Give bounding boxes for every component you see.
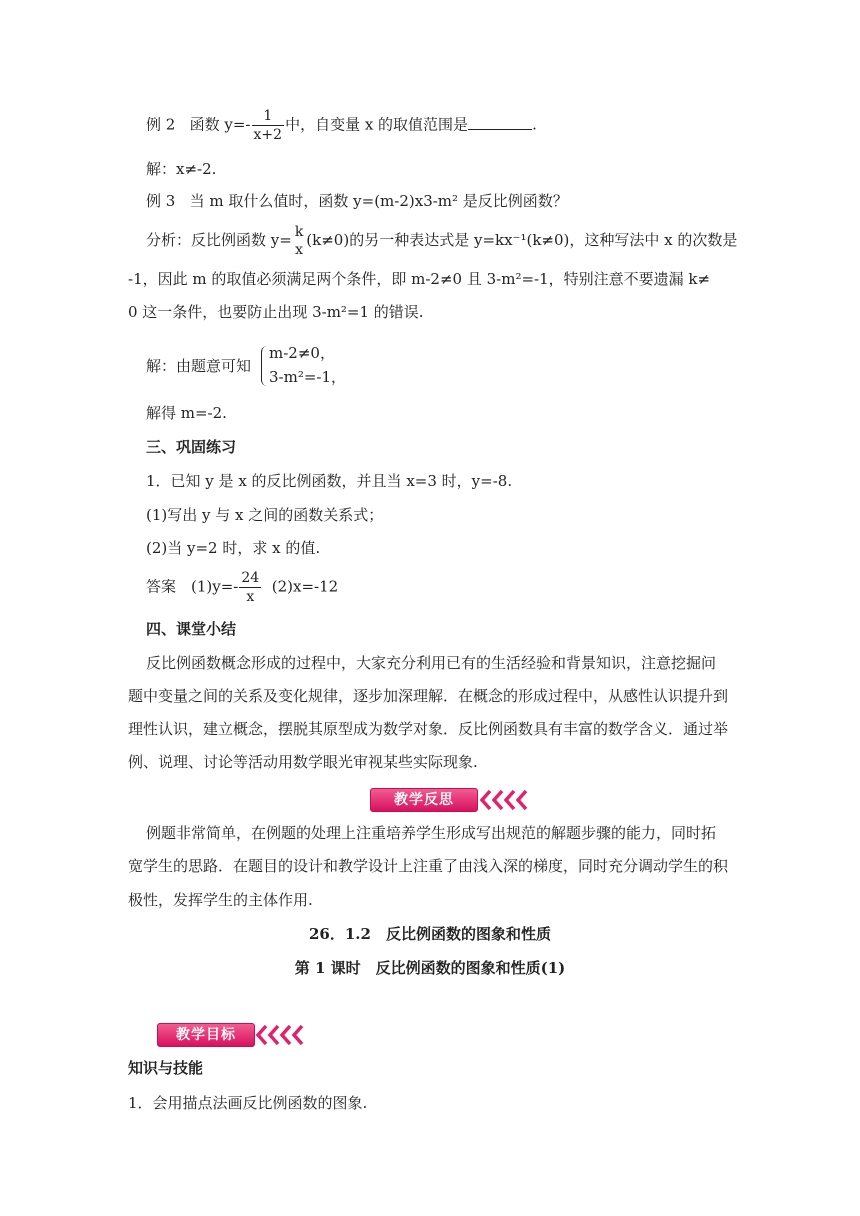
- fraction-numerator: 1: [252, 108, 285, 126]
- chevrons-icon: [254, 1023, 304, 1047]
- example-3-text: 当 m 取什么值时，函数 y=(m-2)x3-m² 是反比例函数？: [189, 192, 568, 210]
- fraction-denominator: x: [246, 589, 255, 606]
- analysis-line-3: 0 这一条件，也要防止出现 3-m²=1 的错误.: [128, 303, 424, 321]
- objectives-banner: 教学目标: [157, 1023, 255, 1047]
- fraction-denominator: x: [295, 242, 303, 259]
- analysis-text-a: 分析：反比例函数 y=: [146, 231, 292, 250]
- reflection-line-1: 例题非常简单，在例题的处理上注重培养学生形成写出规范的解题步骤的能力，同时拓: [146, 824, 717, 842]
- solution-3-label: 解：由题意可知: [146, 357, 252, 375]
- objectives-subhead: 知识与技能: [128, 1059, 204, 1077]
- summary-line-3: 理性认识，建立概念，摆脱其原型成为数学对象．反比例函数具有丰富的数学含义．通过举: [128, 720, 729, 738]
- example-2-fraction: [252, 108, 285, 143]
- exercise-answer: [146, 570, 338, 605]
- exercise-1: 1．已知 y 是 x 的反比例函数，并且当 x=3 时，y=-8.: [146, 472, 513, 490]
- analysis-line-1: [146, 224, 737, 258]
- objective-item-1: 1．会用描点法画反比例函数的图象.: [128, 1094, 368, 1112]
- reflection-banner: 教学反思: [370, 788, 478, 812]
- example-2-label: 例 2: [146, 115, 176, 134]
- exercise-1-part-2: (2)当 y=2 时，求 x 的值.: [146, 539, 321, 557]
- example-3-label: 例 3: [146, 192, 176, 210]
- example-3: [146, 194, 568, 209]
- chevrons-icon: [478, 788, 528, 812]
- solution-3-result: 解得 m=-2.: [146, 404, 227, 422]
- equation-1: m-2≠0，: [269, 344, 335, 362]
- reflection-line-2: 宽学生的思路．在题目的设计和教学设计上注重了由浅入深的梯度，同时充分调动学生的积: [128, 857, 729, 875]
- example-2-text-a: 函数 y=-: [189, 115, 251, 134]
- summary-line-4: 例、说理、讨论等活动用数学眼光审视某些实际现象.: [128, 753, 478, 771]
- lesson-title: 第 1 课时 反比例函数的图象和性质(1): [294, 959, 566, 977]
- solution-2: 解：x≠-2.: [146, 160, 217, 178]
- example-2-text-b: 中，自变量 x 的取值范围是: [285, 115, 469, 134]
- fraction-numerator: 24: [239, 570, 261, 588]
- chapter-title: 26．1.2 反比例函数的图象和性质: [309, 925, 551, 943]
- fraction-numerator: k: [294, 224, 304, 240]
- summary-line-1: 反比例函数概念形成的过程中，大家充分利用已有的生活经验和背景知识，注意挖掘问: [146, 654, 717, 672]
- summary-line-2: 题中变量之间的关系及变化规律，逐步加深理解．在概念的形成过程中，从感性认识提升到: [128, 687, 729, 705]
- example-2: [146, 108, 537, 143]
- exercise-1-part-1: (1)写出 y 与 x 之间的函数关系式；: [146, 506, 384, 524]
- section-4-title: 四、课堂小结: [146, 620, 237, 638]
- equation-2: 3-m²=-1，: [269, 368, 347, 386]
- answer-text-a: 答案 (1)y=-: [146, 577, 239, 596]
- analysis-line-2: -1，因此 m 的取值必须满足两个条件，即 m-2≠0 且 3-m²=-1，特别注意不要遗漏 k≠: [128, 270, 711, 288]
- example-2-text-c: .: [532, 115, 537, 134]
- analysis-text-b: (k≠0)的另一种表达式是 y=kx⁻¹(k≠0)，这种写法中 x 的次数是: [306, 231, 738, 250]
- reflection-line-3: 极性，发挥学生的主体作用.: [128, 891, 313, 909]
- section-3-title: 三、巩固练习: [146, 438, 237, 456]
- fraction-denominator: x+2: [253, 127, 283, 144]
- analysis-fraction: [293, 224, 305, 258]
- answer-text-b: (2)x=-12: [271, 577, 339, 596]
- answer-blank: [468, 115, 532, 130]
- answer-fraction: [239, 570, 261, 605]
